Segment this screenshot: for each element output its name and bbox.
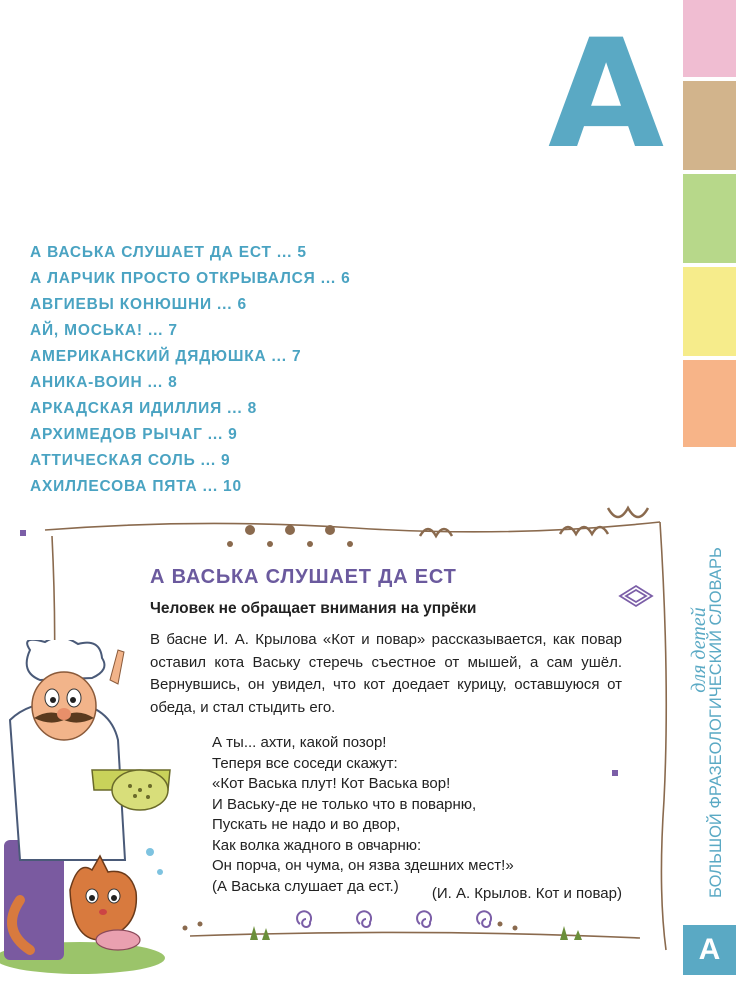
entry-subtitle: Человек не обращает внимания на упрёки	[150, 600, 477, 617]
toc-item[interactable]: АВГИЕВЫ КОНЮШНИ ... 6	[30, 296, 247, 313]
poem-line: Пускать не надо и во двор,	[212, 816, 401, 833]
toc-list	[30, 240, 351, 500]
toc-item[interactable]: АНИКА-ВОИН ... 8	[30, 374, 178, 391]
toc-item[interactable]: АМЕРИКАНСКИЙ ДЯДЮШКА ... 7	[30, 348, 302, 365]
entry-body: В басне И. А. Крылова «Кот и повар» рассказывается, как повар оставил кота Ваську стеречь съестное от мышей, а сам ушёл. Вернувшись, он увидел, что кот доедает курицу, оставшуюся от обеда, и стал стыдить его.	[150, 631, 622, 716]
cook-and-cat-illustration	[0, 640, 175, 980]
entry-title: А ВАСЬКА СЛУШАЕТ ДА ЕСТ	[150, 566, 457, 588]
poem-line: Теперя все соседи скажут:	[212, 754, 398, 772]
color-tab	[683, 360, 736, 447]
toc-item[interactable]: А ЛАРЧИК ПРОСТО ОТКРЫВАЛСЯ ... 6	[30, 270, 351, 287]
color-tab	[683, 174, 736, 263]
fable-quote	[212, 733, 514, 897]
letter-tab[interactable]: А	[683, 925, 736, 975]
toc-item[interactable]: АХИЛЛЕСОВА ПЯТА ... 10	[30, 478, 242, 495]
color-tab	[683, 0, 736, 77]
color-tab	[683, 267, 736, 356]
series-title-vertical	[685, 450, 735, 920]
poem-line: А ты... ахти, какой позор!	[212, 734, 387, 751]
section-letter: А	[548, 8, 665, 182]
poem-line: Как волка жадного в овчарню:	[212, 836, 422, 854]
series-title: БОЛЬШОЙ ФРАЗЕОЛОГИЧЕСКИЙ СЛОВАРЬ	[707, 547, 725, 898]
poem-line: Он порча, он чума, он язва здешних мест!»	[212, 857, 514, 874]
quote-source: (И. А. Крылов. Кот и повар)	[431, 885, 622, 902]
toc-item[interactable]: АТТИЧЕСКАЯ СОЛЬ ... 9	[30, 452, 231, 469]
poem-line: «Кот Васька плут! Кот Васька вор!	[212, 775, 451, 792]
poem-line: И Ваську-де не только что в поварню,	[212, 795, 477, 813]
toc-item[interactable]: АЙ, МОСЬКА! ... 7	[30, 322, 178, 339]
toc-item[interactable]: А ВАСЬКА СЛУШАЕТ ДА ЕСТ ... 5	[30, 244, 307, 261]
poem-line: (А Васька слушает да ест.)	[212, 877, 399, 895]
toc-item[interactable]: АРХИМЕДОВ РЫЧАГ ... 9	[30, 426, 238, 443]
series-subtitle: для детей	[688, 607, 710, 693]
color-tab	[683, 81, 736, 170]
toc-item[interactable]: АРКАДСКАЯ ИДИЛЛИЯ ... 8	[30, 400, 258, 417]
